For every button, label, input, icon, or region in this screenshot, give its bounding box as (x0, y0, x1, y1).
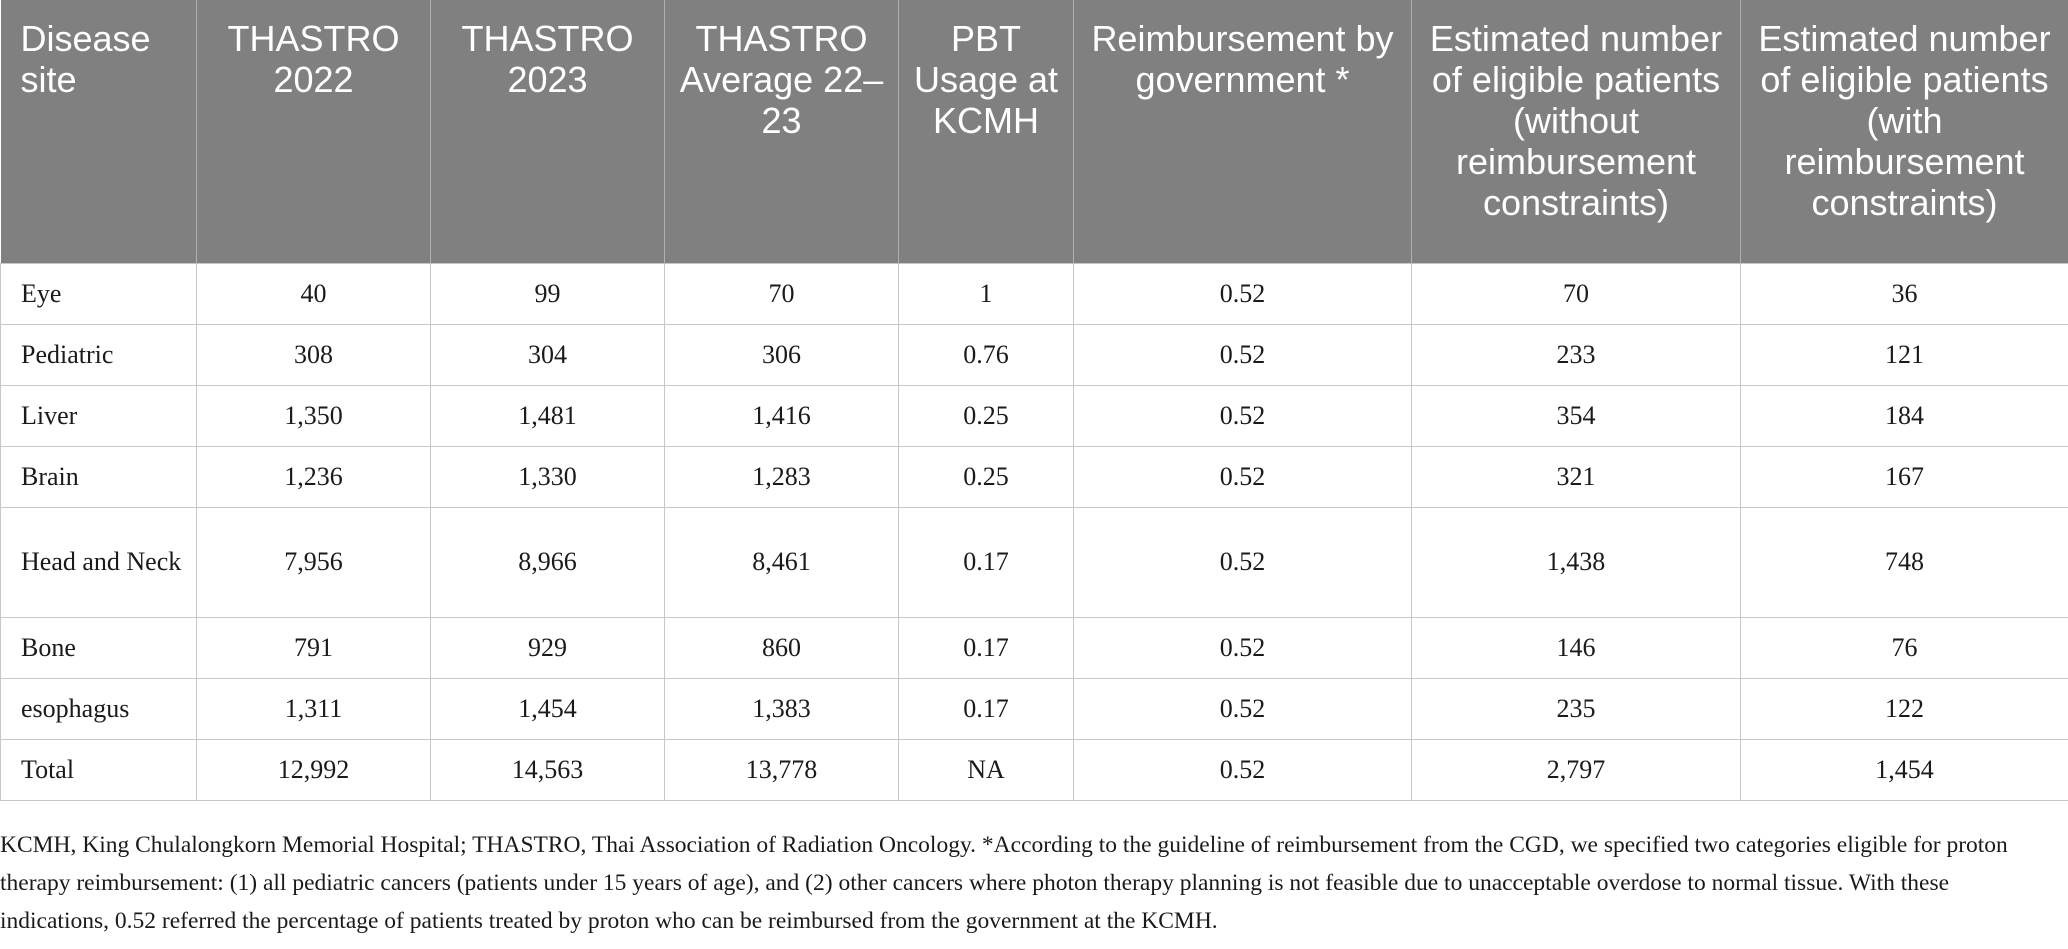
table-cell: 146 (1412, 617, 1741, 678)
table-cell: 0.76 (899, 324, 1074, 385)
table-caption: KCMH, King Chulalongkorn Memorial Hospital; THASTRO, Thai Association of Radiation Oncology. *According to the guideline of reimbursement from the CGD, we specified two categories eligible for proton therapy reimbursement: (1) all pediatric cancers (patients under 15 years of age), and (2) other cancers where photon therapy planning is not feasible due to unacceptable overdose to normal tissue. With these indications, 0.52 referred the percentage of patients treated by proton who can be reimbursed from the government at the KCMH. (0, 832, 2008, 934)
table-cell: 1,416 (665, 385, 899, 446)
header-disease-site: Disease site (1, 0, 197, 263)
table-cell: 2,797 (1412, 739, 1741, 800)
table-cell: 0.52 (1074, 263, 1412, 324)
table-cell: 0.52 (1074, 617, 1412, 678)
table-cell: 354 (1412, 385, 1741, 446)
table-cell: 791 (197, 617, 431, 678)
table-cell: 8,966 (431, 507, 665, 617)
table-cell: 0.52 (1074, 385, 1412, 446)
table-cell: 0.17 (899, 678, 1074, 739)
table-cell: 1,438 (1412, 507, 1741, 617)
table-cell: 235 (1412, 678, 1741, 739)
header-thastro-average: THASTRO Average 22–23 (665, 0, 899, 263)
table-cell: 122 (1741, 678, 2068, 739)
table-cell: 1,283 (665, 446, 899, 507)
table-cell: 748 (1741, 507, 2068, 617)
row-label-cell: Pediatric (1, 324, 197, 385)
table-cell: 0.52 (1074, 446, 1412, 507)
table-row (1, 385, 2068, 446)
row-label-cell: Total (1, 739, 197, 800)
table-cell: 304 (431, 324, 665, 385)
table-cell: 0.52 (1074, 324, 1412, 385)
table-cell: 1,481 (431, 385, 665, 446)
table-cell: 12,992 (197, 739, 431, 800)
table-cell: 76 (1741, 617, 2068, 678)
table-cell: 184 (1741, 385, 2068, 446)
header-pbt-usage: PBT Usage at KCMH (899, 0, 1074, 263)
row-label-cell: esophagus (1, 678, 197, 739)
table-cell: 121 (1741, 324, 2068, 385)
table-cell: 233 (1412, 324, 1741, 385)
table-cell: 321 (1412, 446, 1741, 507)
table-cell: 860 (665, 617, 899, 678)
table-cell: 1,330 (431, 446, 665, 507)
table-row (1, 446, 2068, 507)
table-cell: 0.25 (899, 385, 1074, 446)
header-eligible-without: Estimated number of eligible patients (without reimbursement constraints) (1412, 0, 1741, 263)
table-cell: 7,956 (197, 507, 431, 617)
header-thastro-2023: THASTRO 2023 (431, 0, 665, 263)
table-cell: 0.52 (1074, 678, 1412, 739)
table-cell: 1,454 (1741, 739, 2068, 800)
table-cell: 306 (665, 324, 899, 385)
table-cell: 308 (197, 324, 431, 385)
table-cell: 1,454 (431, 678, 665, 739)
table-cell: 70 (665, 263, 899, 324)
table-row (1, 507, 2068, 617)
table-cell: 0.25 (899, 446, 1074, 507)
row-label-cell: Liver (1, 385, 197, 446)
header-row (1, 0, 2068, 263)
table-row (1, 324, 2068, 385)
table-cell: 167 (1741, 446, 2068, 507)
table-cell: 1,236 (197, 446, 431, 507)
table-cell: 0.17 (899, 617, 1074, 678)
table-cell: 8,461 (665, 507, 899, 617)
table-body (1, 263, 2068, 800)
table-cell: 70 (1412, 263, 1741, 324)
table-cell: 40 (197, 263, 431, 324)
row-label-cell: Eye (1, 263, 197, 324)
row-label-cell: Brain (1, 446, 197, 507)
row-label-cell: Bone (1, 617, 197, 678)
table-cell: 0.52 (1074, 507, 1412, 617)
table-cell: 1,350 (197, 385, 431, 446)
table-cell: 99 (431, 263, 665, 324)
row-label-cell: Head and Neck (1, 507, 197, 617)
table-cell: 36 (1741, 263, 2068, 324)
table-cell: 14,563 (431, 739, 665, 800)
table-cell: 0.17 (899, 507, 1074, 617)
table-row (1, 263, 2068, 324)
table-row (1, 678, 2068, 739)
table-cell: 929 (431, 617, 665, 678)
table-cell: 1,383 (665, 678, 899, 739)
header-thastro-2022: THASTRO 2022 (197, 0, 431, 263)
table-cell: NA (899, 739, 1074, 800)
table-cell: 13,778 (665, 739, 899, 800)
table-row (1, 617, 2068, 678)
header-eligible-with: Estimated number of eligible patients (with reimbursement constraints) (1741, 0, 2068, 263)
table-cell: 1 (899, 263, 1074, 324)
table-cell: 1,311 (197, 678, 431, 739)
table-row (1, 739, 2068, 800)
header-reimbursement: Reimbursement by government * (1074, 0, 1412, 263)
table-cell: 0.52 (1074, 739, 1412, 800)
